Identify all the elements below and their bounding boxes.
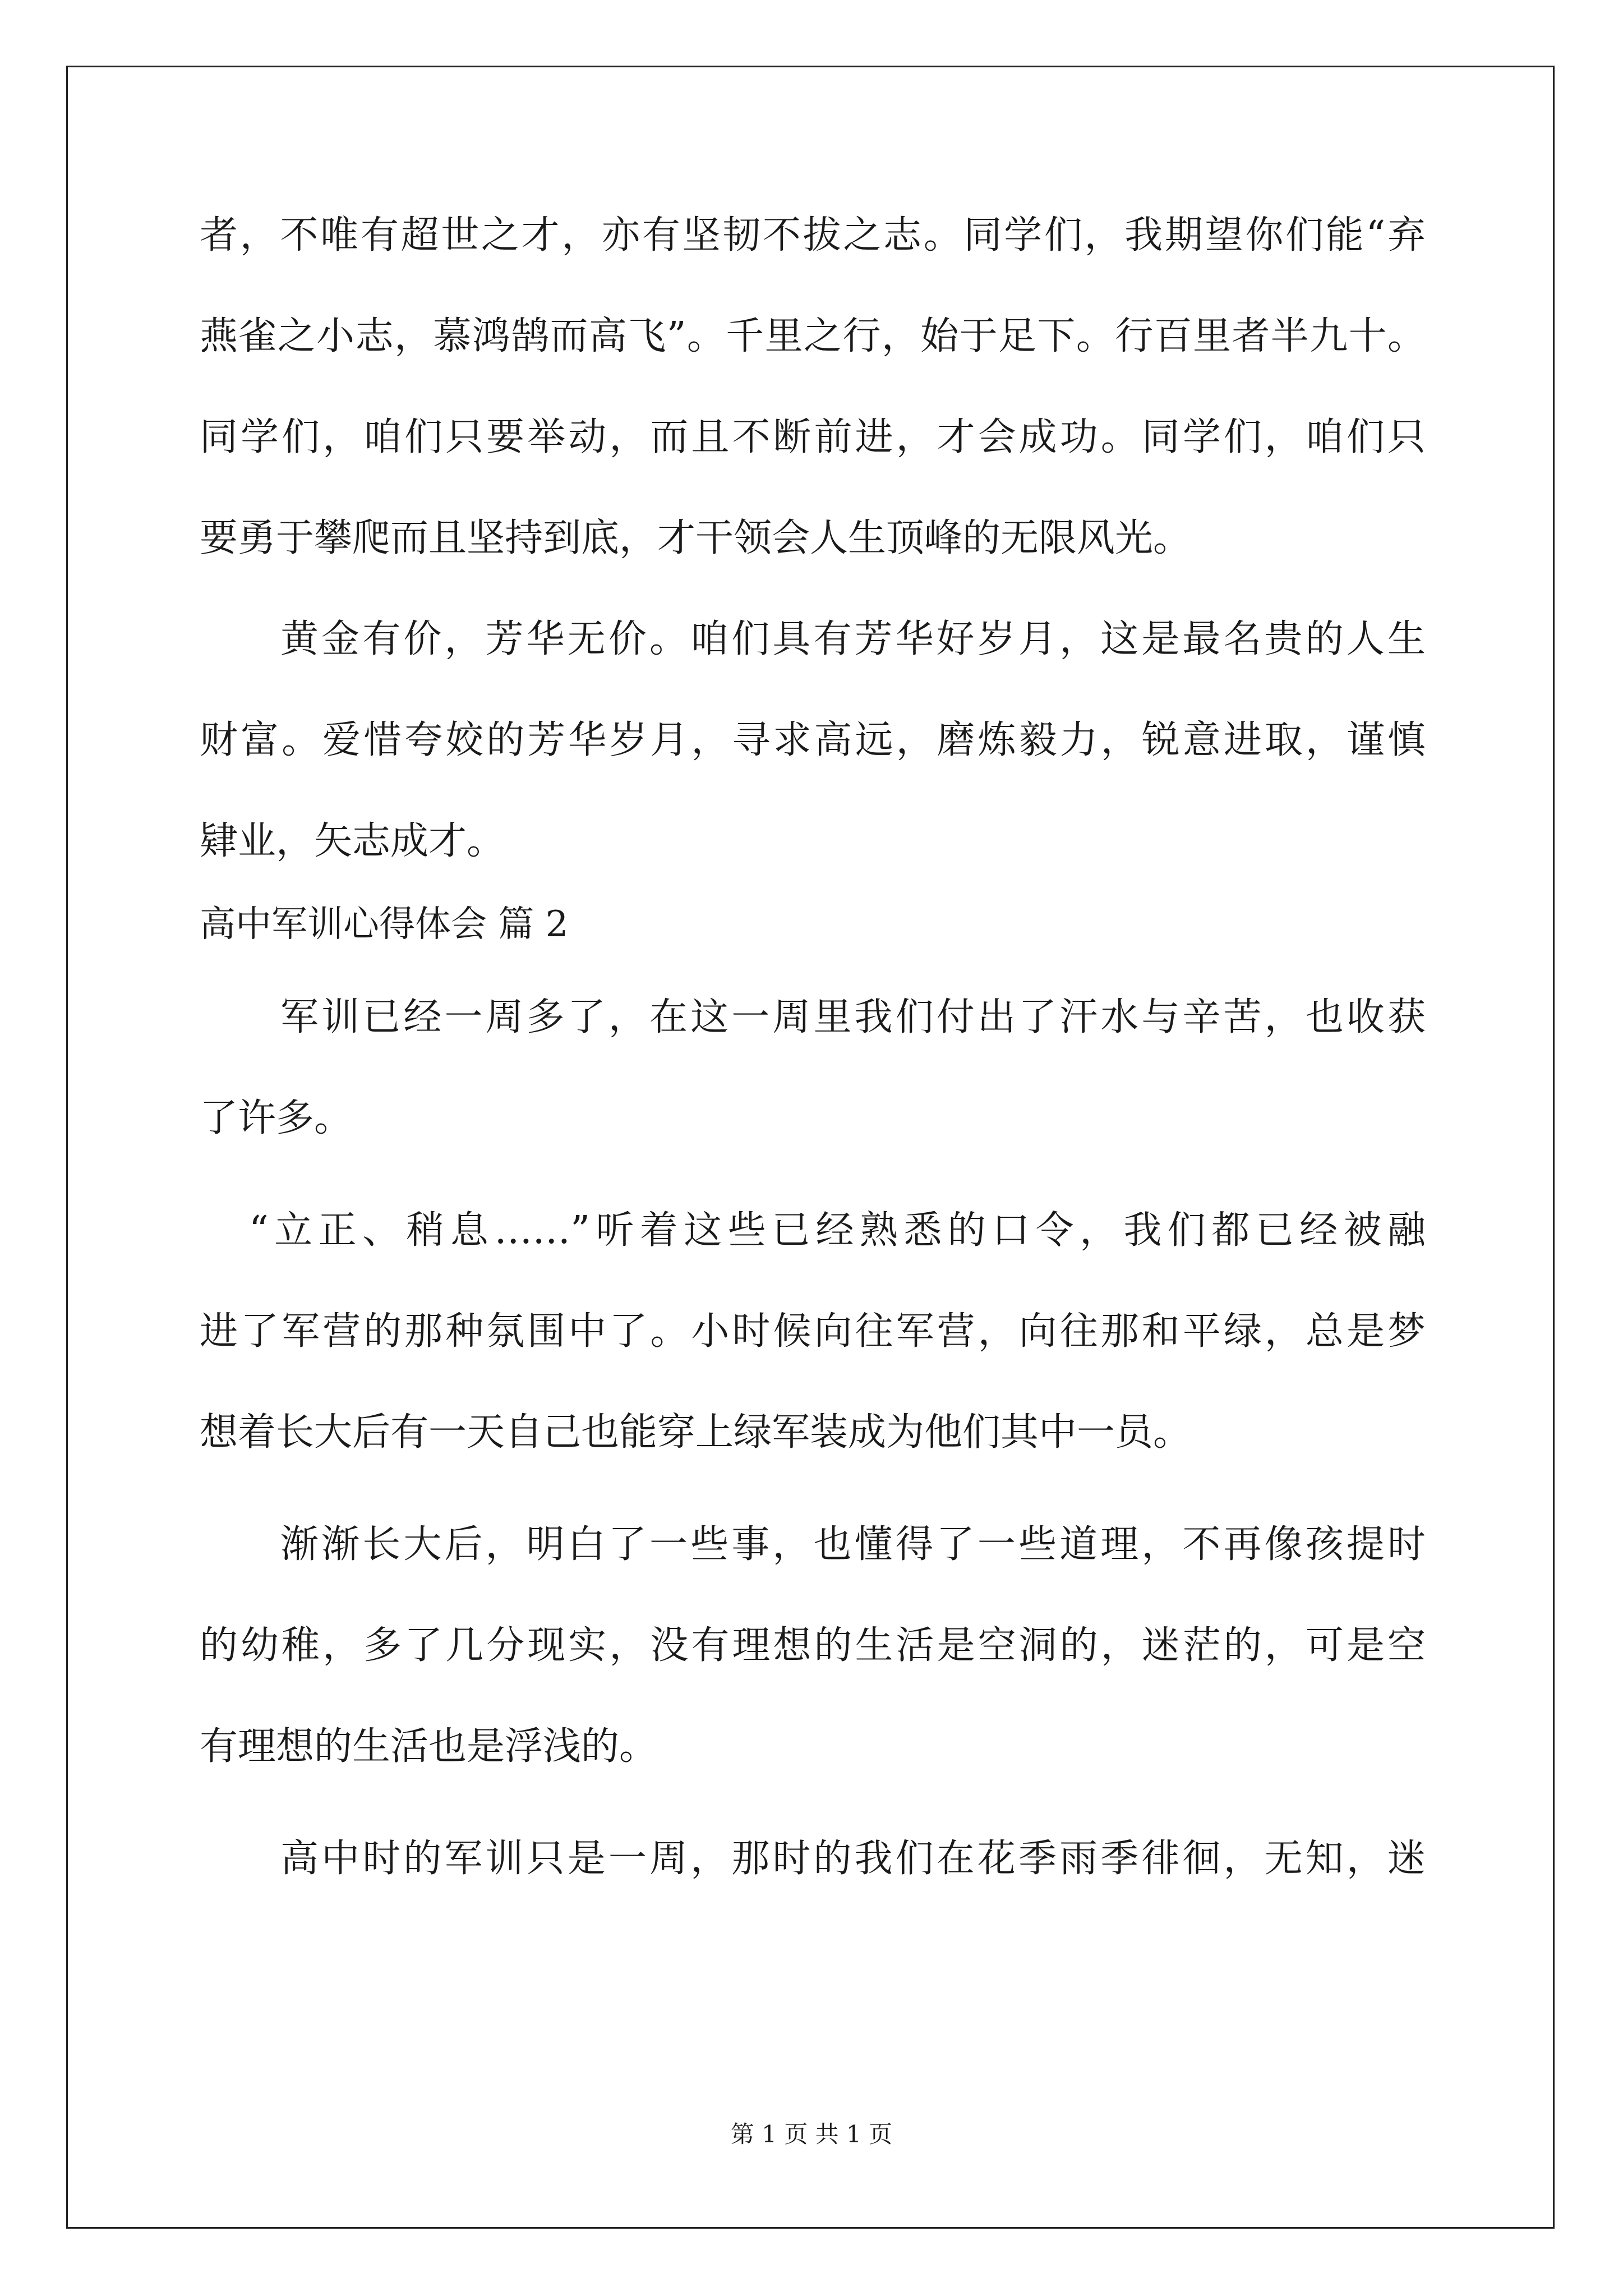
text-line: “立正、稍息……”听着这些已经熟悉的口令，我们都已经被融	[249, 1208, 1426, 1253]
text-line: 肄业，矢志成才。	[200, 819, 505, 863]
text-line: 燕雀之小志，慕鸿鹄而高飞”。千里之行，始于足下。行百里者半九十。	[200, 314, 1426, 358]
text-line: 军训已经一周多了，在这一周里我们付出了汗水与辛苦，也收获	[280, 995, 1426, 1039]
text-line: 渐渐长大后，明白了一些事，也懂得了一些道理，不再像孩提时	[280, 1522, 1426, 1567]
text-line: 了许多。	[200, 1096, 353, 1140]
page-footer: 第 1 页 共 1 页	[730, 2120, 893, 2148]
text-line: 要勇于攀爬而且坚持到底，才干领会人生顶峰的无限风光。	[200, 516, 1192, 560]
text-line: 想着长大后有一天自己也能穿上绿军装成为他们其中一员。	[200, 1410, 1192, 1455]
paragraph	[200, 1208, 1426, 1455]
paragraph	[200, 995, 1426, 1141]
text-line: 黄金有价，芳华无价。咱们具有芳华好岁月，这是最名贵的人生	[280, 617, 1426, 661]
paragraph	[200, 213, 1426, 561]
text-line: 有理想的生活也是浮浅的。	[200, 1724, 658, 1769]
text-line: 高中时的军训只是一周，那时的我们在花季雨季徘徊，无知，迷	[280, 1837, 1426, 1881]
text-line: 的幼稚，多了几分现实，没有理想的生活是空洞的，迷茫的，可是空	[200, 1623, 1426, 1668]
text-line: 者，不唯有超世之才，亦有坚韧不拔之志。同学们，我期望你们能“弃	[200, 213, 1426, 257]
text-line: 进了军营的那种氛围中了。小时候向往军营，向往那和平绿，总是梦	[200, 1309, 1426, 1354]
section-heading	[200, 902, 1426, 947]
paragraph	[200, 1522, 1426, 1769]
document-body	[200, 213, 1426, 1881]
section-heading-text: 高中军训心得体会 篇 2	[200, 904, 569, 945]
paragraph	[200, 617, 1426, 864]
text-line: 财富。爱惜夸姣的芳华岁月，寻求高远，磨炼毅力，锐意进取，谨慎	[200, 718, 1426, 762]
paragraph	[200, 1837, 1426, 1881]
text-line: 同学们，咱们只要举动，而且不断前进，才会成功。同学们，咱们只	[200, 415, 1426, 459]
